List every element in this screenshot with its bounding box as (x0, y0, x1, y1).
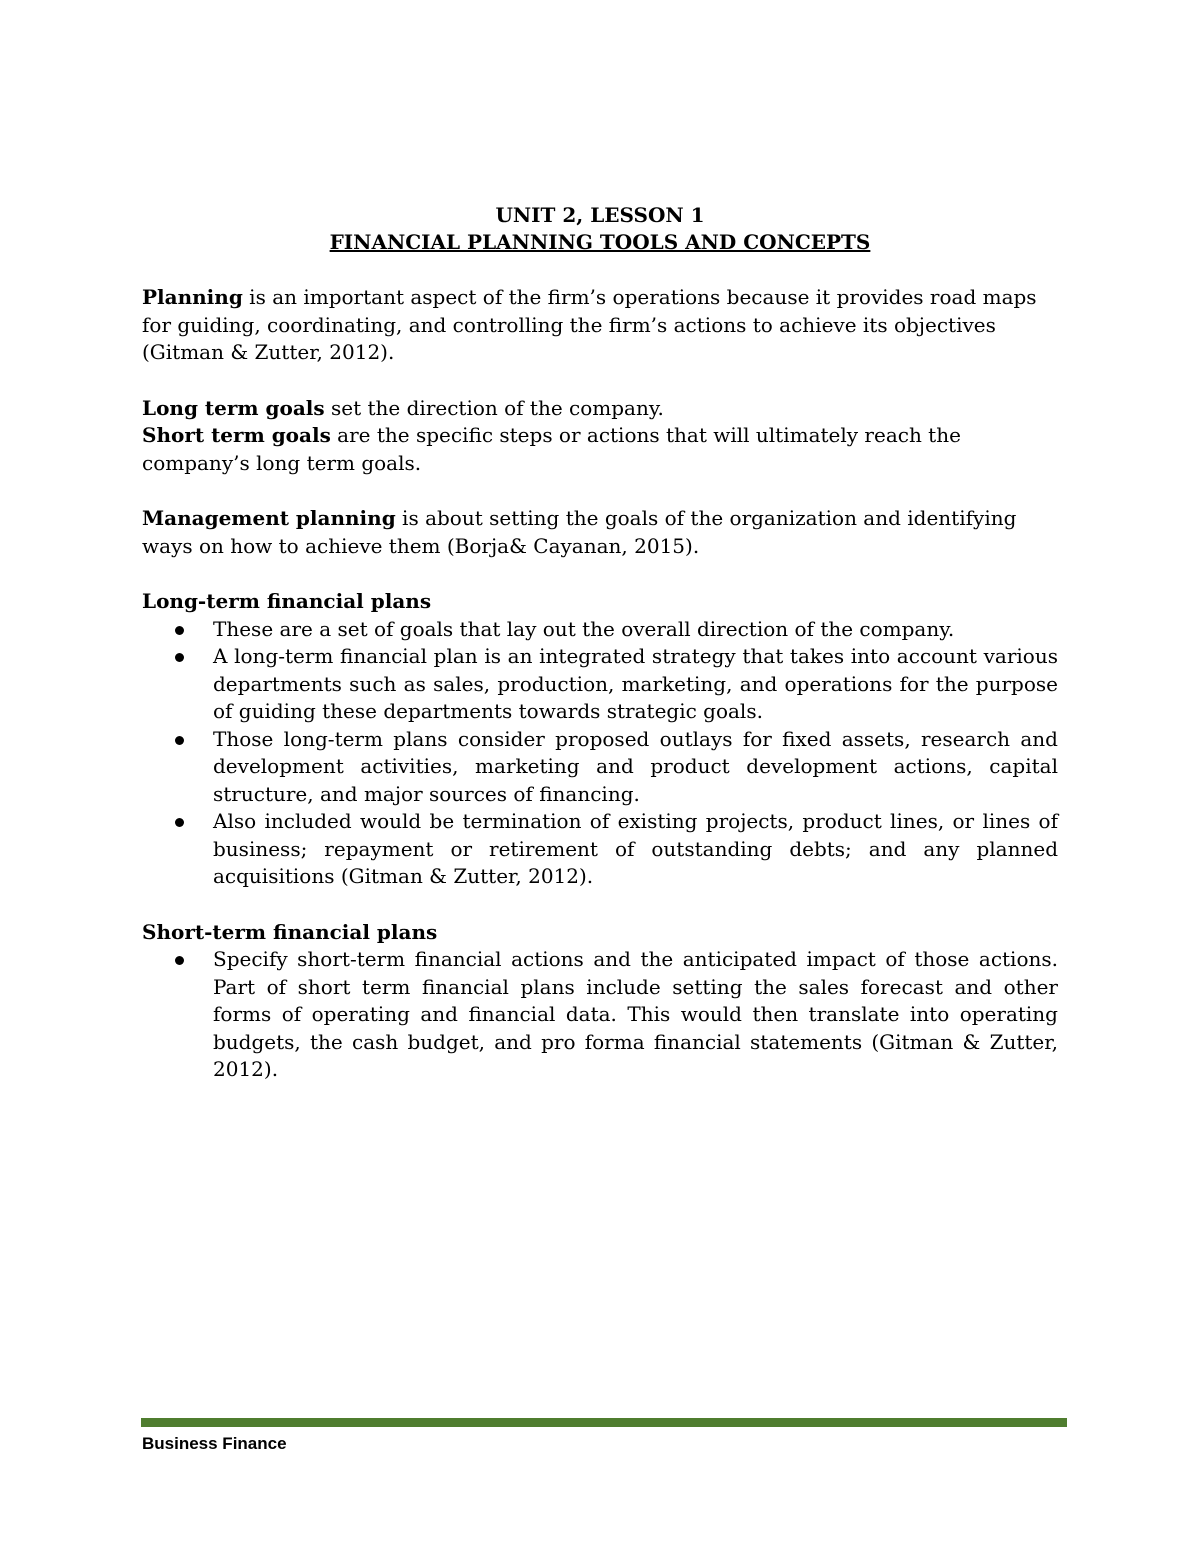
footer-label: Business Finance (142, 1434, 287, 1453)
long-term-goals-term: Long term goals (142, 395, 325, 420)
list-item-text: These are a set of goals that lay out the overall direction of the company. (213, 616, 955, 641)
bullet-icon (175, 736, 184, 745)
long-term-plans-list (142, 616, 1058, 891)
bullet-icon (175, 653, 184, 662)
list-item (142, 808, 1058, 891)
intro-paragraph (142, 284, 1058, 367)
unit-heading: UNIT 2, LESSON 1 (495, 203, 705, 227)
list-item (142, 946, 1058, 1084)
list-item-text: A long-term financial plan is an integrated strategy that takes into account various departments such as sales, production, marketing, and operations for the purpose of guiding these departments towards strategic goals. (213, 644, 1058, 723)
management-planning-term: Management planning (142, 506, 396, 530)
list-item (142, 726, 1058, 809)
management-planning-paragraph (142, 505, 1058, 560)
short-term-plans-title: Short-term financial plans (142, 919, 438, 944)
short-term-goals-text: are the specific steps or actions that will ultimately reach the company’s long term goals. (142, 423, 961, 475)
long-term-goals-paragraph (142, 395, 1058, 423)
document-body (142, 202, 1058, 1084)
bullet-icon (175, 626, 184, 635)
list-item-text: Those long-term plans consider proposed outlays for fixed assets, research and development activities, marketing and product development actions, capital structure, and major sources of financing. (213, 726, 1058, 806)
bullet-icon (175, 818, 184, 827)
long-term-goals-text: set the direction of the company. (324, 395, 664, 420)
bullet-icon (175, 956, 184, 965)
short-term-goals-paragraph (142, 422, 1058, 477)
long-term-plans-title: Long-term financial plans (142, 589, 432, 613)
list-item-text: Also included would be termination of existing projects, product lines, or lines of business; repayment or retirement of outstanding debts; and any planned acquisitions (Gitman & Zutter, 2012). (213, 809, 1058, 888)
page-title: FINANCIAL PLANNING TOOLS AND CONCEPTS (329, 230, 871, 254)
short-term-goals-term: Short term goals (142, 423, 331, 447)
intro-term: Planning (142, 285, 243, 309)
list-item-text: Specify short-term financial actions and the anticipated impact of those actions. Part of short term financial plans include setting the sales forecast and other forms of operating and financial data. This would then translate into operating budgets, the cash budget, and pro forma financial statements (Gitman & Zutter, 2012). (213, 947, 1058, 1081)
list-item (142, 643, 1058, 726)
management-planning-text: is about setting the goals of the organization and identifying ways on how to achieve them (Borja& Cayanan, 2015). (142, 506, 1017, 558)
list-item (142, 616, 1058, 644)
short-term-plans-list (142, 946, 1058, 1084)
footer-rule (141, 1418, 1067, 1427)
intro-text: is an important aspect of the firm’s operations because it provides road maps for guiding, coordinating, and controlling the firm’s actions to achieve its objectives (Gitman & Zutter, 2012). (142, 285, 1037, 364)
